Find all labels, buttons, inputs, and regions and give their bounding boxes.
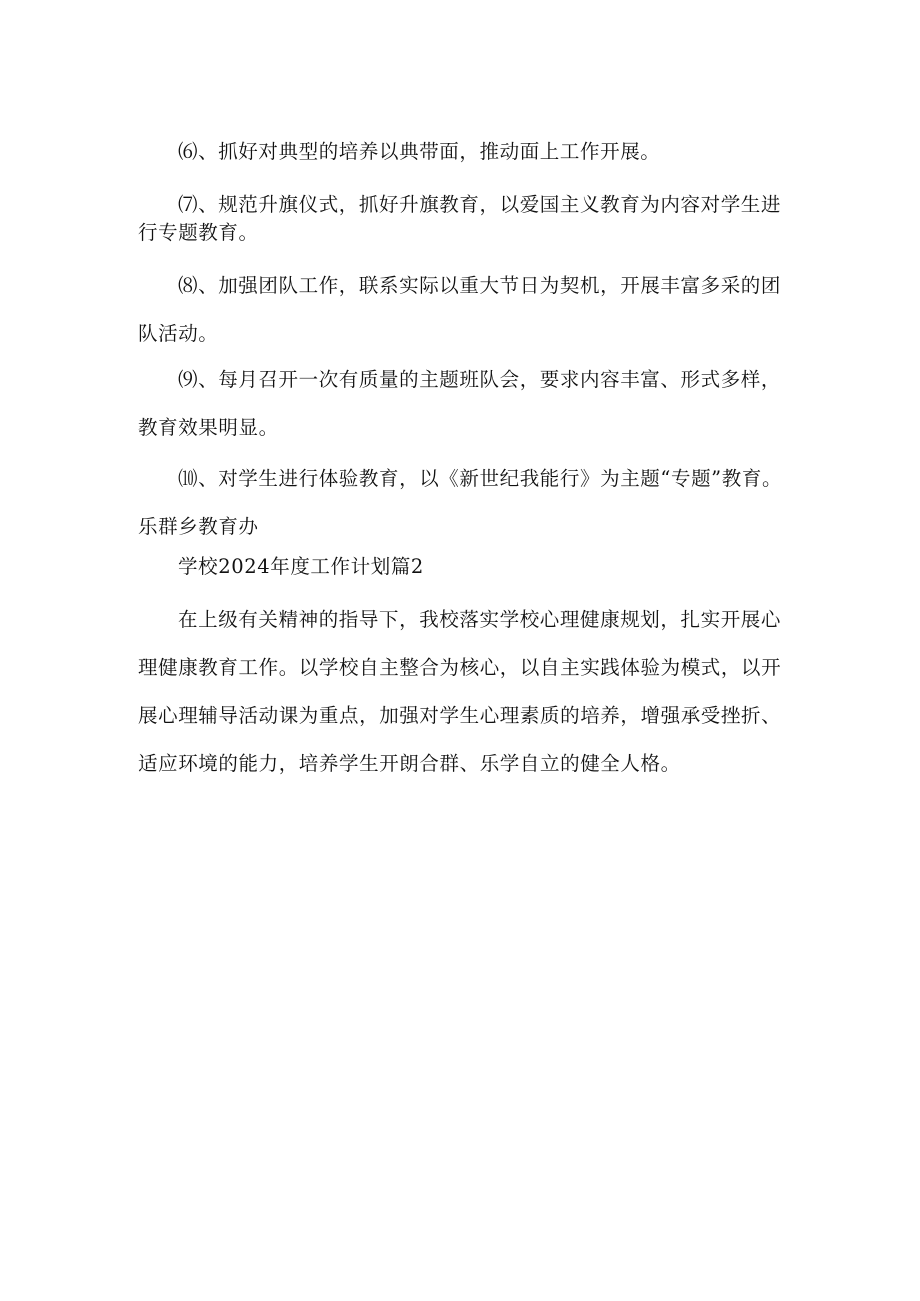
body-paragraph: 在上级有关精神的指导下，我校落实学校心理健康规划，扎实开展心理健康教育工作。以学校自主整合为核心，以自主实践体验为模式，以开展心理辅导活动课为重点，加强对学生心理素质的培养，增强承受挫折、适应环境的能力，培养学生开朗合群、乐学自立的健全人格。	[138, 608, 782, 775]
paragraph-item-7: ⑺、规范升旗仪式，抓好升旗教育，以爱国主义教育为内容对学生进行专题教育。	[138, 193, 782, 244]
paragraph-item-8: ⑻、加强团队工作，联系实际以重大节日为契机，开展丰富多采的团队活动。	[138, 274, 782, 345]
section-title: 学校2024年度工作计划篇2	[178, 555, 424, 578]
paragraph-item-6: ⑹、抓好对典型的培养以典带面，推动面上工作开展。	[178, 140, 661, 163]
paragraph-item-9: ⑼、每月召开一次有质量的主题班队会，要求内容丰富、形式多样，教育效果明显。	[138, 368, 782, 439]
paragraph-item-10: ⑽、对学生进行体验教育，以《新世纪我能行》为主题“专题”教育。乐群乡教育办	[138, 467, 783, 538]
